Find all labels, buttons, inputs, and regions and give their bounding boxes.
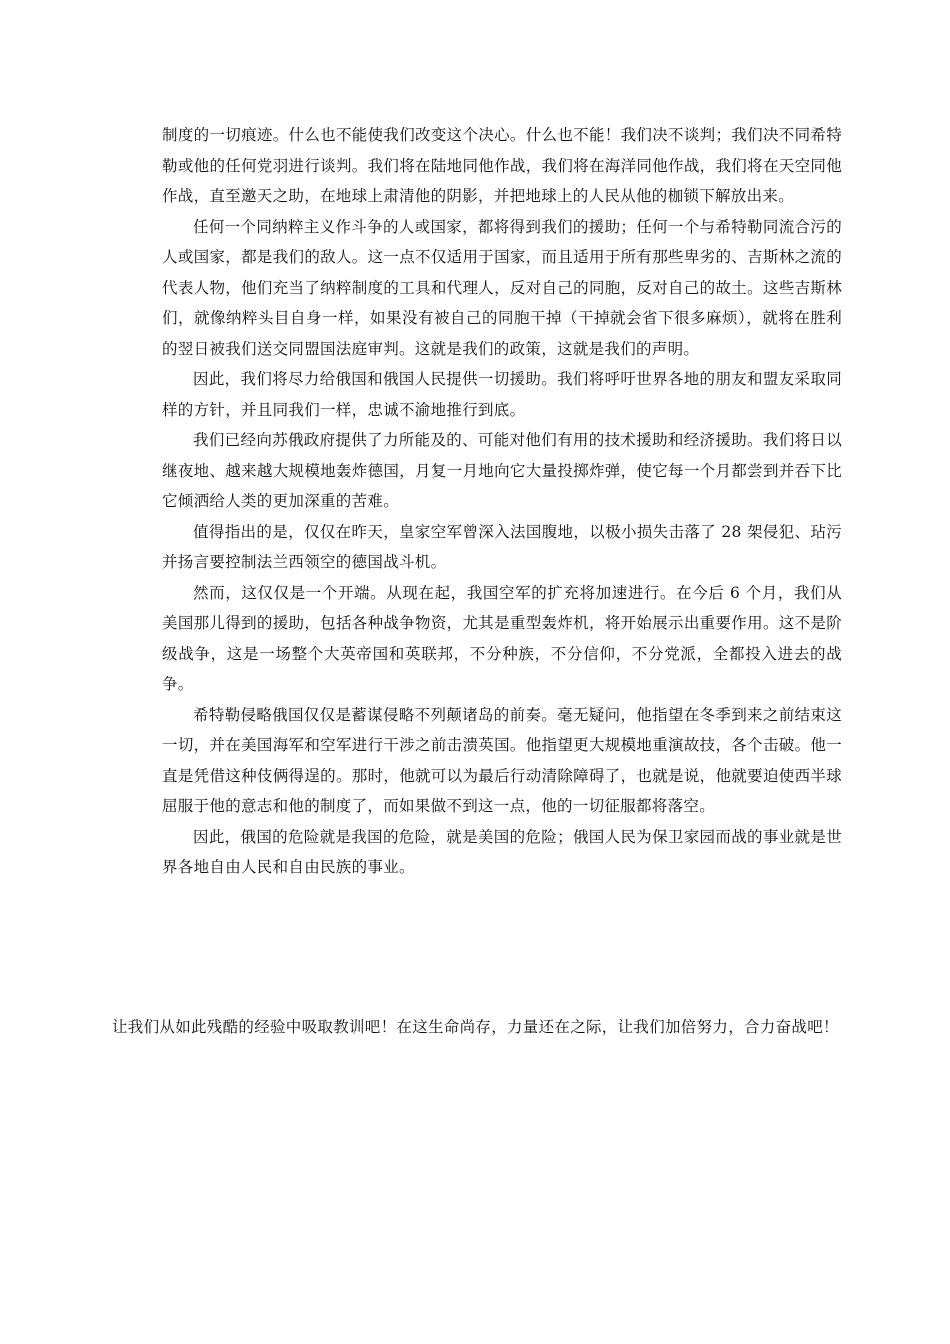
closing-paragraph: 让我们从如此残酷的经验中吸取教训吧！在这生命尚存，力量还在之际，让我们加倍努力，合力奋战吧！ bbox=[112, 1018, 839, 1036]
paragraph: 因此，俄国的危险就是我国的危险，就是美国的危险；俄国人民为保卫家园而战的事业就是世界各地自由人民和自由民族的事业。 bbox=[162, 827, 842, 876]
paragraph: 希特勒侵略俄国仅仅是蓄谋侵略不列颠诸岛的前奏。毫无疑问，他指望在冬季到来之前结束这一切，并在美国海军和空军进行干涉之前击溃英国。他指望更大规模地重演故技，各个击破。他一直是凭借这种伎俩得逞的。那时，他就可以为最后行动清除障碍了，也就是说，他就要迫使西半球屈服于他的意志和他的制度了，而如果做不到这一点，他的一切征服都将落空。 bbox=[162, 705, 842, 815]
body-text bbox=[162, 120, 842, 883]
paragraph: 然而，这仅仅是一个开端。从现在起，我国空军的扩充将加速进行。在今后 6 个月，我们从美国那儿得到的援助，包括各种战争物资，尤其是重型轰炸机，将开始展示出重要作用。这不是阶级战争，这是一场整个大英帝国和英联邦，不分种族，不分信仰，不分党派，全都投入进去的战争。 bbox=[162, 583, 842, 693]
paragraph-continuation: 制度的一切痕迹。什么也不能使我们改变这个决心。什么也不能！我们决不谈判；我们决不同希特勒或他的任何党羽进行谈判。我们将在陆地同他作战，我们将在海洋同他作战，我们将在天空同他作战，直至邀天之助，在地球上肃清他的阴影，并把地球上的人民从他的枷锁下解放出来。 bbox=[162, 126, 842, 205]
paragraph: 我们已经向苏俄政府提供了力所能及的、可能对他们有用的技术援助和经济援助。我们将日以继夜地、越来越大规模地轰炸德国，月复一月地向它大量投掷炸弹，使它每一个月都尝到并吞下比它倾洒给人类的更加深重的苦难。 bbox=[162, 431, 842, 510]
paragraph: 因此，我们将尽力给俄国和俄国人民提供一切援助。我们将呼吁世界各地的朋友和盟友采取同样的方针，并且同我们一样，忠诚不渝地推行到底。 bbox=[162, 370, 842, 419]
paragraph: 任何一个同纳粹主义作斗争的人或国家，都将得到我们的援助；任何一个与希特勒同流合污的人或国家，都是我们的敌人。这一点不仅适用于国家，而且适用于所有那些卑劣的、吉斯林之流的代表人物，他们充当了纳粹制度的工具和代理人，反对自己的同胞，反对自己的故土。这些吉斯林们，就像纳粹头目自身一样，如果没有被自己的同胞干掉（干掉就会省下很多麻烦），就将在胜利的翌日被我们送交同盟国法庭审判。这就是我们的政策，这就是我们的声明。 bbox=[162, 217, 842, 358]
paragraph: 值得指出的是，仅仅在昨天，皇家空军曾深入法国腹地，以极小损失击落了 28 架侵犯、玷污并扬言要控制法兰西领空的德国战斗机。 bbox=[162, 522, 842, 571]
